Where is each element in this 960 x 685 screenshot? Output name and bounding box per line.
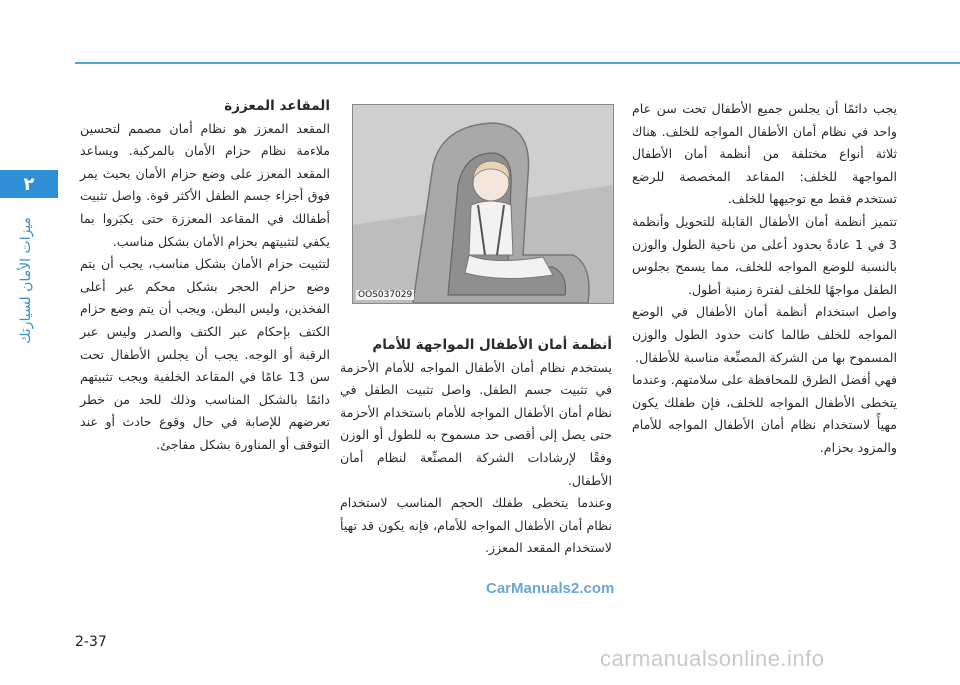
child-seat-icon: [353, 105, 613, 303]
right-text-column: [632, 98, 897, 460]
header-rule: [75, 62, 960, 64]
watermark-link[interactable]: CarManuals2.com: [486, 580, 615, 597]
page-number: 2-37: [75, 634, 107, 650]
paragraph: فهي أفضل الطرق للمحافظة على سلامتهم. وعندما يتخطى الأطفال المواجه للخلف، فإن طفلك يكون مهيأً لاستخدام نظام أمان الأطفال المواجه للأمام والمزود بحزام.: [632, 372, 897, 455]
child-seat-illustration: [352, 104, 614, 304]
paragraph: وعندما يتخطى طفلك الحجم المناسب لاستخدام نظام أمان الأطفال المواجه للأمام، فإنه يكون قد تهيأ لاستخدام المقعد المعزز.: [340, 495, 612, 556]
middle-text-column: [340, 334, 612, 560]
section-heading: أنظمة أمان الأطفال المواجهة للأمام: [372, 337, 612, 353]
paragraph: لتثبيت حزام الأمان بشكل مناسب، يجب أن يتم وضع حزام الحجر بشكل محكم عبر أعلى الفخذين، وليس البطن. ويجب أن يتم وضع حزام الكتف بإحكام عبر الكتف والصدر وليس عبر الرقبة أو الوجه. يجب أن يجلس الأطفال تحت سن 13 عامًا في المقاعد الخلفية ويجب تثبيتهم دائمًا بالشكل المناسب وذلك للحد من خطر تعرضهم للإصابة في حال وقوع حادث أو عند التوقف أو المناورة بشكل مفاجئ.: [80, 256, 330, 452]
paragraph: يستخدم نظام أمان الأطفال المواجه للأمام الأحزمة في تثبيت جسم الطفل. واصل تثبيت الطفل في نظام أمان الأطفال المواجه للأمام باستخدام الأحزمة حتى يصل إلى أقصى حد مسموح به للطول أو الوزن وفقًا لإرشادات الشركة المصنِّعة لنظام أمان الأطفال.: [340, 359, 612, 488]
figure-code: OOS037029: [358, 290, 413, 300]
paragraph: واصل استخدام أنظمة أمان الأطفال في الوضع المواجه للخلف طالما كانت حدود الطول والوزن المسموح بها من الشركة المصنِّعة مناسبة للأطفال.: [632, 304, 897, 365]
left-text-column: [80, 95, 330, 457]
chapter-tab: ٢: [0, 170, 58, 198]
paragraph: المقعد المعزز هو نظام أمان مصمم لتحسين ملاءمة نظام حزام الأمان بالمركبة. ويساعد المقعد المعزز على وضع حزام الأمان بحيث يمر فوق أجزاء جسم الطفل الأكثر قوة. واصل تثبيت أطفالك في المقاعد المعززة حتى يكبَروا بما يكفي لتثبيتهم بحزام الأمان بشكل مناسب.: [80, 120, 330, 249]
section-heading: المقاعد المعززة: [224, 98, 330, 114]
chapter-side-label: ميزات الأمان لسيارتك: [18, 216, 34, 344]
paragraph: تتميز أنظمة أمان الأطفال القابلة للتحويل وأنظمة 3 في 1 عادةً بحدود أعلى من ناحية الطول والوزن بالنسبة للوضع المواجه للخلف، مما يسمح بجلوس الطفل مواجهًا للخلف لفترة زمنية أطول.: [632, 213, 897, 297]
watermark-text: carmanualsonline.info: [600, 646, 825, 671]
paragraph: يجب دائمًا أن يجلس جميع الأطفال تحت سن عام واحد في نظام أمان الأطفال المواجه للخلف. هناك ثلاثة أنواع مختلفة من أنظمة أمان الأطفال المواجهة للخلف: المقاعد المخصصة للرضع تستخدم فقط مع توجيهها للخلف.: [632, 101, 897, 207]
